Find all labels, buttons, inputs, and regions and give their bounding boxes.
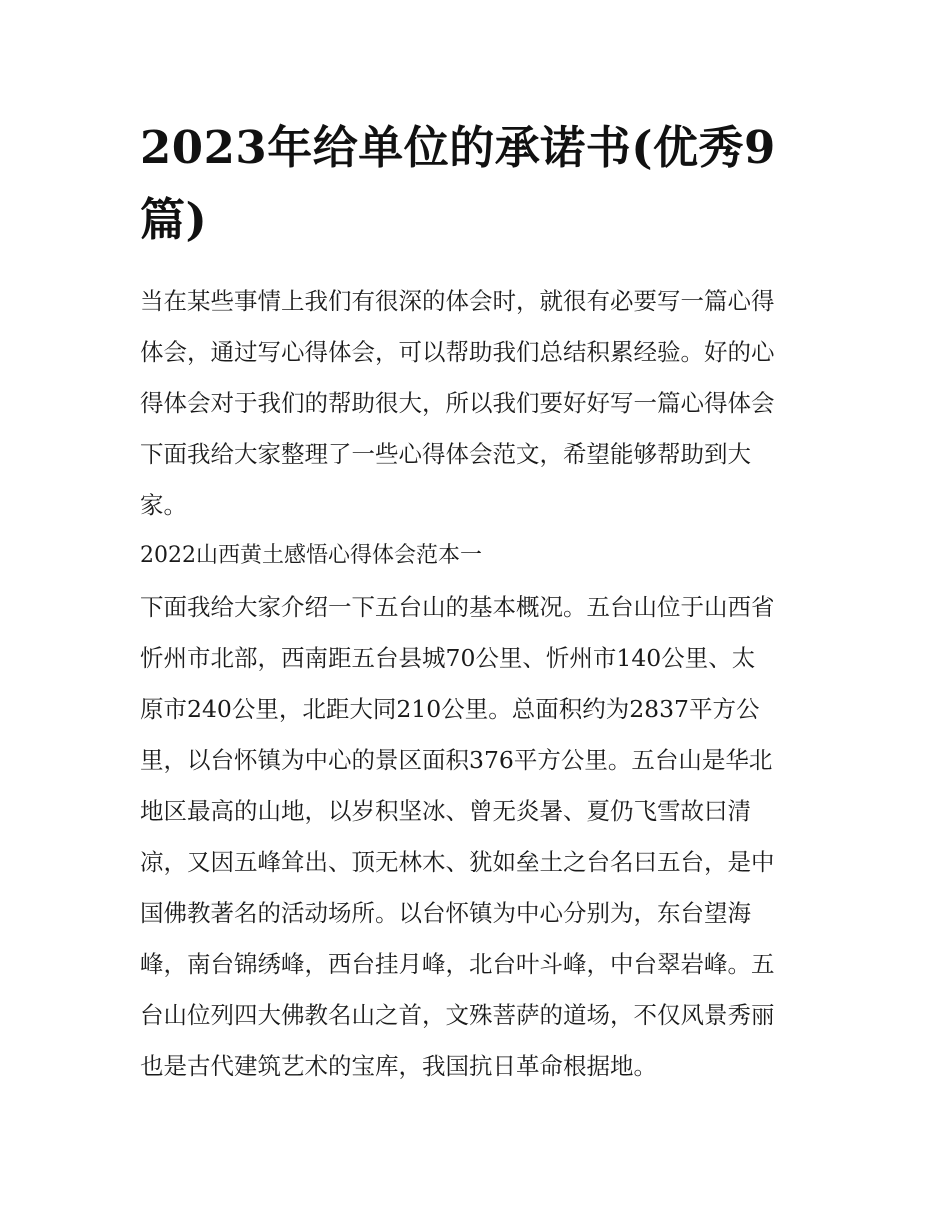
body-line: 也是古代建筑艺术的宝库，我国抗日革命根据地。 <box>140 1052 657 1080</box>
intro-line: 当在某些事情上我们有很深的体会时，就很有必要写一篇心得 <box>140 287 775 315</box>
body-paragraph <box>140 582 812 1092</box>
body-line: 台山位列四大佛教名山之首，文殊菩萨的道场，不仅风景秀丽 <box>140 1001 775 1029</box>
intro-line: 下面我给大家整理了一些心得体会范文，希望能够帮助到大 <box>140 440 751 468</box>
title-line: 2023年给单位的承诺书(优秀9 <box>140 121 776 174</box>
intro-line: 得体会对于我们的帮助很大，所以我们要好好写一篇心得体会 <box>140 389 775 417</box>
body-line: 忻州市北部，西南距五台县城70公里、忻州市140公里、太 <box>140 644 756 672</box>
body-line: 下面我给大家介绍一下五台山的基本概况。五台山位于山西省 <box>140 593 775 621</box>
intro-line: 体会，通过写心得体会，可以帮助我们总结积累经验。好的心 <box>140 338 775 366</box>
section-heading: 2022山西黄土感悟心得体会范本一 <box>140 543 482 568</box>
body-line: 凉，又因五峰耸出、顶无林木、犹如垒土之台名曰五台，是中 <box>140 848 775 876</box>
body-line: 地区最高的山地，以岁积坚冰、曾无炎暑、夏仍飞雪故曰清 <box>140 797 751 825</box>
intro-paragraph <box>140 276 812 531</box>
intro-line: 家。 <box>140 491 187 519</box>
body-line: 里，以台怀镇为中心的景区面积376平方公里。五台山是华北 <box>140 746 773 774</box>
body-line: 原市240公里，北距大同210公里。总面积约为2837平方公 <box>140 695 760 723</box>
body-line: 国佛教著名的活动场所。以台怀镇为中心分别为，东台望海 <box>140 899 751 927</box>
title-line: 篇) <box>140 193 208 246</box>
document-page <box>140 112 812 1092</box>
document-title <box>140 112 812 256</box>
body-line: 峰，南台锦绣峰，西台挂月峰，北台叶斗峰，中台翠岩峰。五 <box>140 950 775 978</box>
